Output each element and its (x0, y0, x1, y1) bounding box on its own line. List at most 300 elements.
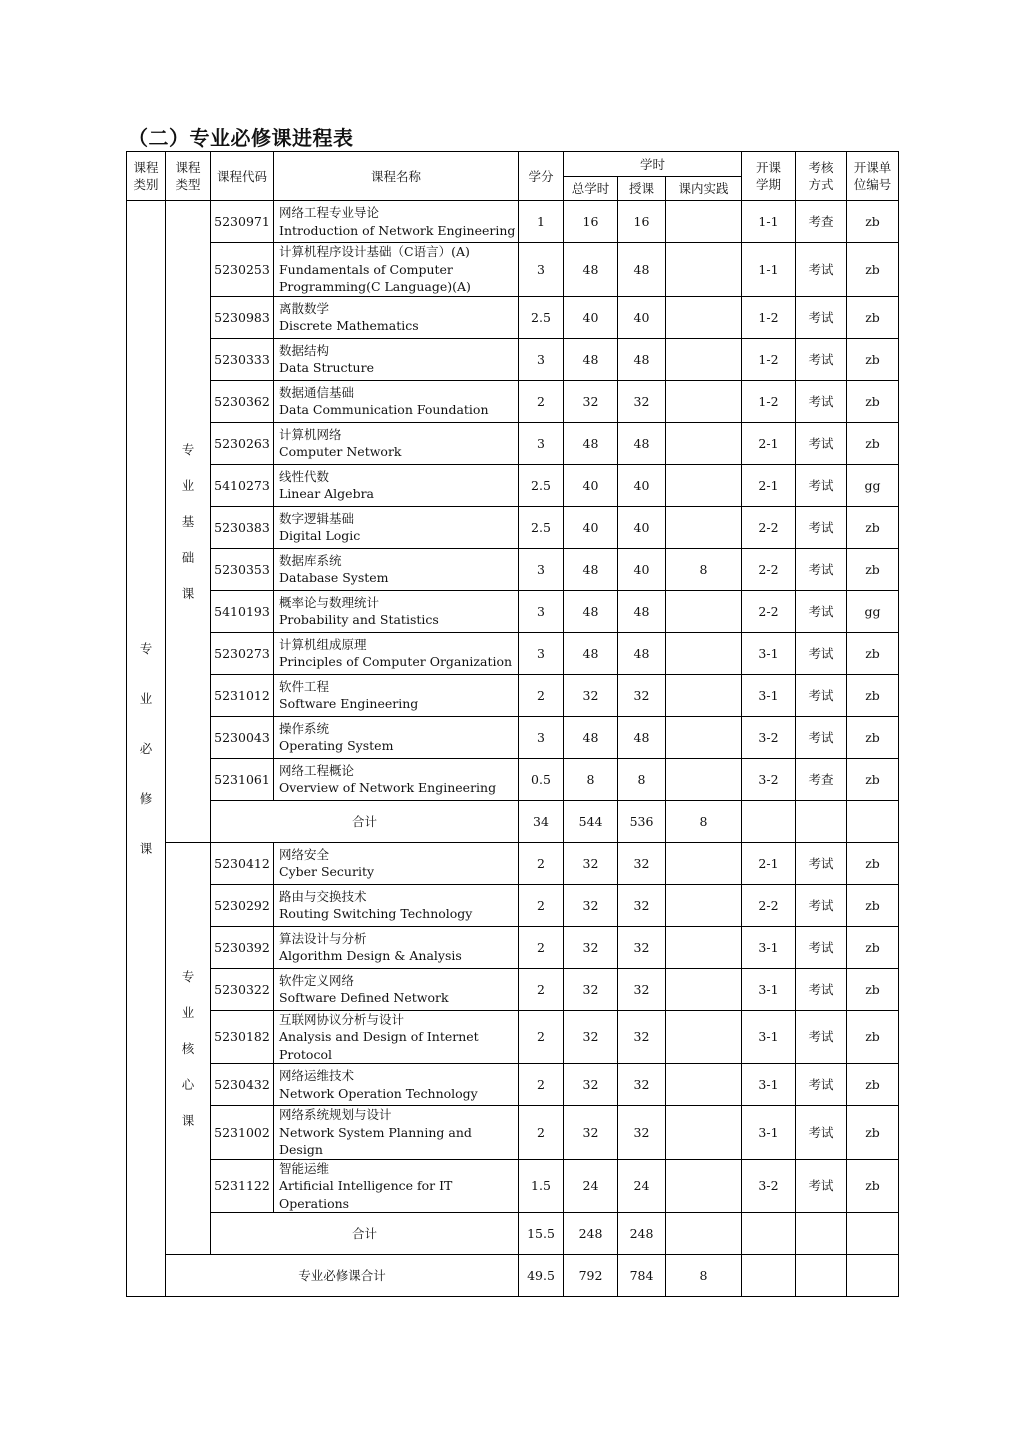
dept-code: zb (847, 884, 899, 926)
lecture-hours: 32 (618, 1064, 666, 1106)
dept-code: zb (847, 926, 899, 968)
course-code: 5230273 (211, 632, 274, 674)
header-code: 课程代码 (211, 152, 274, 201)
table-row (127, 380, 899, 422)
total-hours: 32 (564, 926, 618, 968)
course-code: 5230263 (211, 422, 274, 464)
practice-hours (666, 464, 742, 506)
semester: 3-1 (742, 968, 796, 1010)
course-name-cn: 计算机网络 (279, 426, 342, 442)
semester: 1-1 (742, 243, 796, 297)
course-code: 5231122 (211, 1159, 274, 1213)
table-row (127, 506, 899, 548)
course-name-cn: 数据结构 (279, 342, 330, 358)
type-char: 业 (181, 477, 195, 493)
course-schedule-table (126, 151, 899, 1297)
assessment: 考试 (796, 632, 847, 674)
semester: 3-1 (742, 1064, 796, 1106)
table-row (127, 464, 899, 506)
grand-total-lecture-hours: 784 (618, 1255, 666, 1297)
subtotal-label: 合计 (211, 1213, 519, 1255)
assessment: 考试 (796, 548, 847, 590)
course-name (274, 1159, 519, 1213)
assessment: 考试 (796, 590, 847, 632)
type-char: 专 (181, 968, 195, 984)
credits: 2 (519, 1064, 564, 1106)
table-row (127, 926, 899, 968)
course-name-cn: 互联网协议分析与设计 (279, 1011, 405, 1027)
subtotal-semester-empty (742, 800, 796, 842)
semester: 1-2 (742, 380, 796, 422)
total-hours: 32 (564, 884, 618, 926)
table-row (127, 674, 899, 716)
assessment: 考试 (796, 243, 847, 297)
course-name-en: Software Defined Network (279, 990, 449, 1005)
category-char: 课 (139, 841, 153, 856)
credits: 2 (519, 1106, 564, 1160)
semester: 1-2 (742, 338, 796, 380)
semester: 3-1 (742, 632, 796, 674)
credits: 2 (519, 968, 564, 1010)
practice-hours: 8 (666, 548, 742, 590)
semester: 3-2 (742, 758, 796, 800)
dept-code: zb (847, 1064, 899, 1106)
total-hours: 40 (564, 506, 618, 548)
course-name (274, 1010, 519, 1064)
header-category: 课程 类别 (127, 152, 166, 201)
dept-code: zb (847, 380, 899, 422)
course-name-en: Artificial Intelligence for IT Operations (279, 1178, 453, 1211)
dept-code: zb (847, 758, 899, 800)
table-row (127, 716, 899, 758)
course-code: 5230971 (211, 201, 274, 243)
credits: 2.5 (519, 464, 564, 506)
course-code: 5230432 (211, 1064, 274, 1106)
grand-total-label: 专业必修课合计 (166, 1255, 519, 1297)
subtotal-dept-empty (847, 800, 899, 842)
practice-hours (666, 1010, 742, 1064)
credits: 2 (519, 1010, 564, 1064)
type-char: 心 (181, 1076, 195, 1092)
course-name (274, 590, 519, 632)
table-row (127, 632, 899, 674)
assessment: 考试 (796, 506, 847, 548)
total-hours: 40 (564, 296, 618, 338)
course-name (274, 338, 519, 380)
semester: 3-1 (742, 1010, 796, 1064)
course-code: 5231061 (211, 758, 274, 800)
course-name (274, 548, 519, 590)
course-name-cn: 网络工程概论 (279, 762, 355, 778)
type-char: 业 (181, 1004, 195, 1020)
subtotal-lecture-hours: 248 (618, 1213, 666, 1255)
practice-hours (666, 1106, 742, 1160)
table-row (127, 1064, 899, 1106)
lecture-hours: 40 (618, 506, 666, 548)
lecture-hours: 32 (618, 884, 666, 926)
course-name-cn: 网络安全 (279, 846, 330, 862)
credits: 3 (519, 590, 564, 632)
practice-hours (666, 1064, 742, 1106)
course-name-en: Computer Network (279, 444, 402, 459)
practice-hours (666, 674, 742, 716)
table-row (127, 201, 899, 243)
type-char: 专 (181, 441, 195, 457)
assessment: 考试 (796, 338, 847, 380)
lecture-hours: 32 (618, 968, 666, 1010)
course-name-cn: 软件工程 (279, 678, 330, 694)
course-name-en: Digital Logic (279, 528, 361, 543)
course-name (274, 926, 519, 968)
course-name-en: Cyber Security (279, 864, 375, 879)
practice-hours (666, 590, 742, 632)
table-row (127, 1010, 899, 1064)
course-name-en: Analysis and Design of Internet Protocol (279, 1029, 479, 1062)
practice-hours (666, 842, 742, 884)
category-char: 专 (139, 641, 153, 656)
course-name-cn: 线性代数 (279, 468, 330, 484)
header-practice: 课内实践 (666, 177, 742, 201)
subtotal-row (127, 800, 899, 842)
total-hours: 48 (564, 338, 618, 380)
type-char: 课 (181, 1112, 195, 1128)
semester: 2-1 (742, 422, 796, 464)
lecture-hours: 32 (618, 842, 666, 884)
table-row (127, 884, 899, 926)
semester: 3-1 (742, 926, 796, 968)
dept-code: zb (847, 716, 899, 758)
course-name-cn: 概率论与数理统计 (279, 594, 380, 610)
dept-code: zb (847, 422, 899, 464)
semester: 2-2 (742, 884, 796, 926)
header-credits: 学分 (519, 152, 564, 201)
dept-code: zb (847, 632, 899, 674)
practice-hours (666, 243, 742, 297)
credits: 2 (519, 926, 564, 968)
lecture-hours: 32 (618, 1010, 666, 1064)
course-code: 5230392 (211, 926, 274, 968)
grand-total-assessment-empty (796, 1255, 847, 1297)
table-row (127, 590, 899, 632)
total-hours: 32 (564, 1010, 618, 1064)
total-hours: 32 (564, 1106, 618, 1160)
course-name (274, 1064, 519, 1106)
dept-code: zb (847, 338, 899, 380)
header-hours: 学时 (564, 152, 742, 177)
course-code: 5231002 (211, 1106, 274, 1160)
header-dept: 开课单 位编号 (847, 152, 899, 201)
assessment: 考试 (796, 716, 847, 758)
course-name (274, 506, 519, 548)
table-row (127, 1159, 899, 1213)
dept-code: zb (847, 243, 899, 297)
course-name (274, 968, 519, 1010)
course-name-cn: 软件定义网络 (279, 972, 355, 988)
course-name-en: Network System Planning and Design (279, 1124, 472, 1157)
assessment: 考试 (796, 1106, 847, 1160)
course-name-cn: 离散数学 (279, 300, 330, 316)
assessment: 考试 (796, 674, 847, 716)
header-lecture: 授课 (618, 177, 666, 201)
practice-hours (666, 506, 742, 548)
assessment: 考试 (796, 422, 847, 464)
course-name-en: Algorithm Design & Analysis (279, 948, 462, 963)
credits: 3 (519, 548, 564, 590)
semester: 3-1 (742, 674, 796, 716)
subtotal-assessment-empty (796, 800, 847, 842)
type-char: 基 (181, 513, 195, 529)
course-name-en: Introduction of Network Engineering (279, 222, 516, 238)
table-row (127, 842, 899, 884)
course-name (274, 674, 519, 716)
assessment: 考试 (796, 842, 847, 884)
credits: 2.5 (519, 296, 564, 338)
total-hours: 48 (564, 243, 618, 297)
subtotal-semester-empty (742, 1213, 796, 1255)
assessment: 考试 (796, 296, 847, 338)
lecture-hours: 40 (618, 464, 666, 506)
credits: 0.5 (519, 758, 564, 800)
semester: 2-1 (742, 464, 796, 506)
total-hours: 40 (564, 464, 618, 506)
course-code: 5231012 (211, 674, 274, 716)
header-assessment: 考核 方式 (796, 152, 847, 201)
subtotal-label: 合计 (211, 800, 519, 842)
total-hours: 48 (564, 548, 618, 590)
total-hours: 32 (564, 1064, 618, 1106)
course-name-en: Software Engineering (279, 696, 419, 711)
assessment: 考试 (796, 884, 847, 926)
header-total-hours: 总学时 (564, 177, 618, 201)
assessment: 考查 (796, 758, 847, 800)
total-hours: 48 (564, 716, 618, 758)
practice-hours (666, 296, 742, 338)
credits: 1.5 (519, 1159, 564, 1213)
subtotal-total-hours: 248 (564, 1213, 618, 1255)
lecture-hours: 32 (618, 674, 666, 716)
course-code: 5230412 (211, 842, 274, 884)
lecture-hours: 32 (618, 380, 666, 422)
total-hours: 48 (564, 590, 618, 632)
type-cell (166, 201, 211, 843)
header-name: 课程名称 (274, 152, 519, 201)
lecture-hours: 16 (618, 201, 666, 243)
lecture-hours: 24 (618, 1159, 666, 1213)
practice-hours (666, 968, 742, 1010)
subtotal-credits: 15.5 (519, 1213, 564, 1255)
grand-total-practice-hours: 8 (666, 1255, 742, 1297)
semester: 2-1 (742, 842, 796, 884)
dept-code: zb (847, 1106, 899, 1160)
lecture-hours: 48 (618, 716, 666, 758)
course-name (274, 380, 519, 422)
course-name (274, 884, 519, 926)
course-name-cn: 数字逻辑基础 (279, 510, 355, 526)
course-code: 5230362 (211, 380, 274, 422)
lecture-hours: 8 (618, 758, 666, 800)
dept-code: zb (847, 296, 899, 338)
course-name-en: Overview of Network Engineering (279, 780, 497, 795)
dept-code: zb (847, 506, 899, 548)
course-name-cn: 网络系统规划与设计 (279, 1107, 392, 1122)
subtotal-practice-hours: 8 (666, 800, 742, 842)
lecture-hours: 32 (618, 1106, 666, 1160)
course-code: 5230983 (211, 296, 274, 338)
course-name (274, 716, 519, 758)
total-hours: 48 (564, 632, 618, 674)
subtotal-dept-empty (847, 1213, 899, 1255)
grand-total-semester-empty (742, 1255, 796, 1297)
course-name-en: Operating System (279, 738, 394, 753)
course-name (274, 243, 519, 297)
lecture-hours: 48 (618, 590, 666, 632)
credits: 2 (519, 884, 564, 926)
assessment: 考试 (796, 1064, 847, 1106)
dept-code: gg (847, 590, 899, 632)
assessment: 考试 (796, 464, 847, 506)
table-row (127, 338, 899, 380)
course-name-cn: 网络运维技术 (279, 1068, 355, 1083)
course-name (274, 842, 519, 884)
course-name-cn: 数据库系统 (279, 552, 342, 568)
course-name (274, 296, 519, 338)
course-name-cn: 数据通信基础 (279, 384, 355, 400)
practice-hours (666, 884, 742, 926)
course-code: 5230253 (211, 243, 274, 297)
category-char: 必 (139, 741, 153, 756)
semester: 3-2 (742, 716, 796, 758)
course-code: 5230292 (211, 884, 274, 926)
course-name-en: Database System (279, 570, 389, 585)
practice-hours (666, 422, 742, 464)
table-row (127, 548, 899, 590)
practice-hours (666, 926, 742, 968)
grand-total-dept-empty (847, 1255, 899, 1297)
practice-hours (666, 1159, 742, 1213)
course-code: 5230383 (211, 506, 274, 548)
grand-total-credits: 49.5 (519, 1255, 564, 1297)
total-hours: 32 (564, 968, 618, 1010)
practice-hours (666, 338, 742, 380)
dept-code: zb (847, 968, 899, 1010)
course-name-en: Routing Switching Technology (279, 906, 473, 921)
dept-code: zb (847, 842, 899, 884)
table-row (127, 422, 899, 464)
subtotal-practice-hours (666, 1213, 742, 1255)
type-char: 础 (181, 549, 195, 565)
semester: 3-1 (742, 1106, 796, 1160)
course-name-en: Data Structure (279, 360, 374, 375)
lecture-hours: 48 (618, 632, 666, 674)
subtotal-assessment-empty (796, 1213, 847, 1255)
practice-hours (666, 758, 742, 800)
semester: 2-2 (742, 506, 796, 548)
lecture-hours: 48 (618, 422, 666, 464)
type-char: 课 (181, 585, 195, 601)
credits: 1 (519, 201, 564, 243)
course-name-cn: 路由与交换技术 (279, 888, 367, 904)
credits: 3 (519, 338, 564, 380)
course-code: 5230043 (211, 716, 274, 758)
credits: 3 (519, 632, 564, 674)
course-name-en: Linear Algebra (279, 486, 375, 501)
assessment: 考试 (796, 968, 847, 1010)
course-name-cn: 算法设计与分析 (279, 930, 367, 946)
subtotal-lecture-hours: 536 (618, 800, 666, 842)
course-name (274, 758, 519, 800)
subtotal-credits: 34 (519, 800, 564, 842)
total-hours: 32 (564, 674, 618, 716)
semester: 3-2 (742, 1159, 796, 1213)
semester: 1-2 (742, 296, 796, 338)
course-code: 5230333 (211, 338, 274, 380)
course-name-cn: 网络工程专业导论 (279, 205, 380, 220)
course-name (274, 464, 519, 506)
course-name-cn: 计算机程序设计基础（C语言）(A) (279, 244, 470, 259)
lecture-hours: 48 (618, 243, 666, 297)
table-row (127, 758, 899, 800)
total-hours: 32 (564, 842, 618, 884)
lecture-hours: 40 (618, 296, 666, 338)
dept-code: zb (847, 548, 899, 590)
course-name-cn: 操作系统 (279, 720, 330, 736)
credits: 2.5 (519, 506, 564, 548)
category-char: 修 (139, 791, 153, 806)
table-row (127, 296, 899, 338)
course-name-en: Discrete Mathematics (279, 318, 419, 333)
total-hours: 24 (564, 1159, 618, 1213)
course-name-en: Probability and Statistics (279, 612, 439, 627)
grand-total-row (127, 1255, 899, 1297)
semester: 2-2 (742, 590, 796, 632)
credits: 2 (519, 380, 564, 422)
course-name-cn: 智能运维 (279, 1160, 330, 1176)
course-name (274, 201, 519, 243)
course-code: 5410273 (211, 464, 274, 506)
practice-hours (666, 632, 742, 674)
semester: 2-2 (742, 548, 796, 590)
course-name-cn: 计算机组成原理 (279, 636, 367, 652)
course-name-en: Data Communication Foundation (279, 402, 489, 417)
practice-hours (666, 716, 742, 758)
lecture-hours: 48 (618, 338, 666, 380)
dept-code: zb (847, 674, 899, 716)
page-title: （二）专业必修课进程表 (128, 126, 354, 150)
table-row (127, 243, 899, 297)
dept-code: gg (847, 464, 899, 506)
credits: 2 (519, 674, 564, 716)
subtotal-total-hours: 544 (564, 800, 618, 842)
assessment: 考试 (796, 1159, 847, 1213)
table-row (127, 1106, 899, 1160)
course-code: 5410193 (211, 590, 274, 632)
category-char: 业 (139, 691, 153, 706)
practice-hours (666, 380, 742, 422)
table-row (127, 968, 899, 1010)
assessment: 考试 (796, 380, 847, 422)
dept-code: zb (847, 201, 899, 243)
assessment: 考试 (796, 926, 847, 968)
grand-total-total-hours: 792 (564, 1255, 618, 1297)
total-hours: 32 (564, 380, 618, 422)
subtotal-row (127, 1213, 899, 1255)
category-cell (127, 201, 166, 1297)
credits: 3 (519, 422, 564, 464)
dept-code: zb (847, 1010, 899, 1064)
lecture-hours: 32 (618, 926, 666, 968)
total-hours: 8 (564, 758, 618, 800)
total-hours: 48 (564, 422, 618, 464)
